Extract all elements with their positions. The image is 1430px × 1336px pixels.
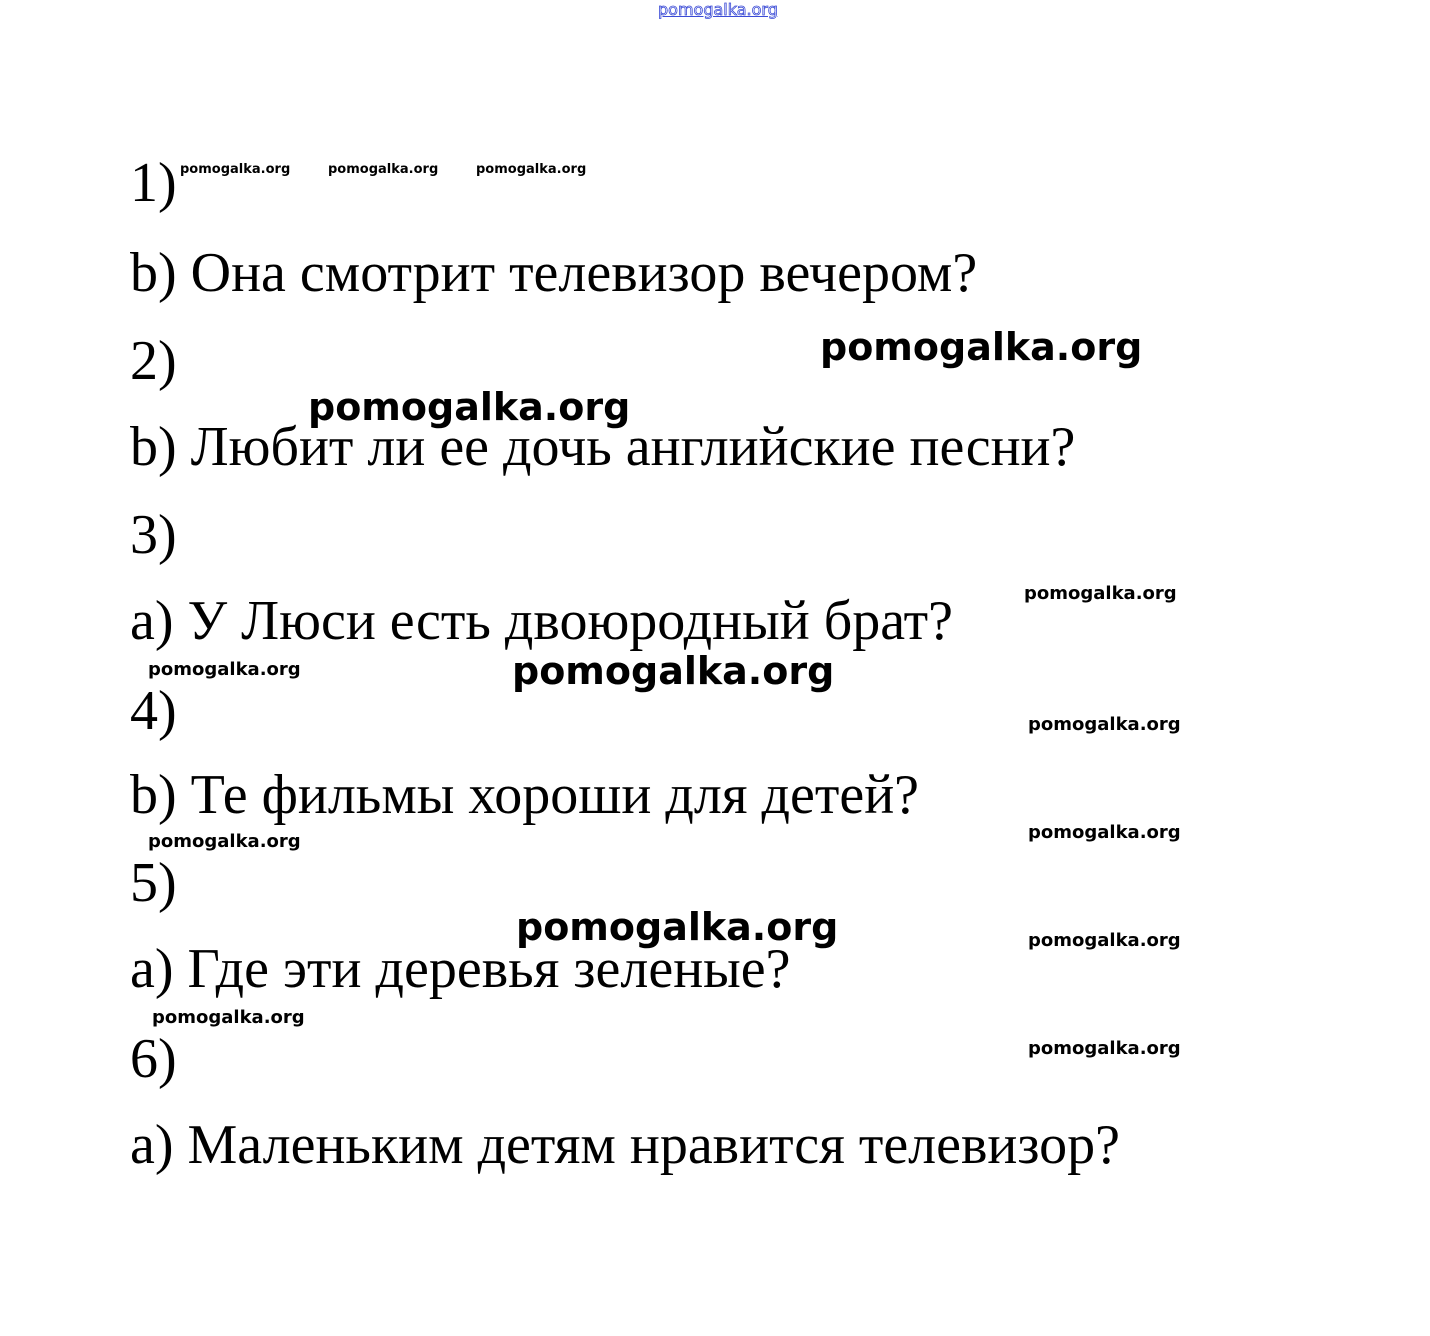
watermark: pomogalka.org	[516, 905, 839, 949]
watermark: pomogalka.org	[148, 659, 301, 680]
item-2-answer: b) Любит ли ее дочь английские песни?	[130, 416, 1076, 478]
item-5-number: 5)	[130, 852, 177, 914]
watermark: pomogalka.org	[1028, 1038, 1181, 1059]
item-4-answer: b) Те фильмы хороши для детей?	[130, 764, 920, 826]
item-3-answer: a) У Люси есть двоюродный брат?	[130, 590, 953, 652]
watermark: pomogalka.org	[180, 162, 291, 177]
watermark: pomogalka.org	[512, 649, 835, 693]
watermark: pomogalka.org	[308, 385, 631, 429]
watermark: pomogalka.org	[148, 831, 301, 852]
item-5-answer: a) Где эти деревья зеленые?	[130, 938, 791, 1000]
watermark: pomogalka.org	[1028, 930, 1181, 951]
watermark-top[interactable]: pomogalka.org	[658, 0, 778, 19]
item-3-number: 3)	[130, 504, 177, 566]
item-1-number: 1)	[130, 152, 177, 214]
watermark: pomogalka.org	[152, 1007, 305, 1028]
watermark: pomogalka.org	[1028, 714, 1181, 735]
item-6-number: 6)	[130, 1028, 177, 1090]
item-6-answer: a) Маленьким детям нравится телевизор?	[130, 1114, 1121, 1176]
item-1-answer: b) Она смотрит телевизор вечером?	[130, 242, 978, 304]
watermark: pomogalka.org	[1024, 583, 1177, 604]
watermark: pomogalka.org	[820, 325, 1143, 369]
item-2-number: 2)	[130, 330, 177, 392]
watermark: pomogalka.org	[1028, 822, 1181, 843]
watermark: pomogalka.org	[476, 162, 587, 177]
item-4-number: 4)	[130, 680, 177, 742]
watermark: pomogalka.org	[328, 162, 439, 177]
